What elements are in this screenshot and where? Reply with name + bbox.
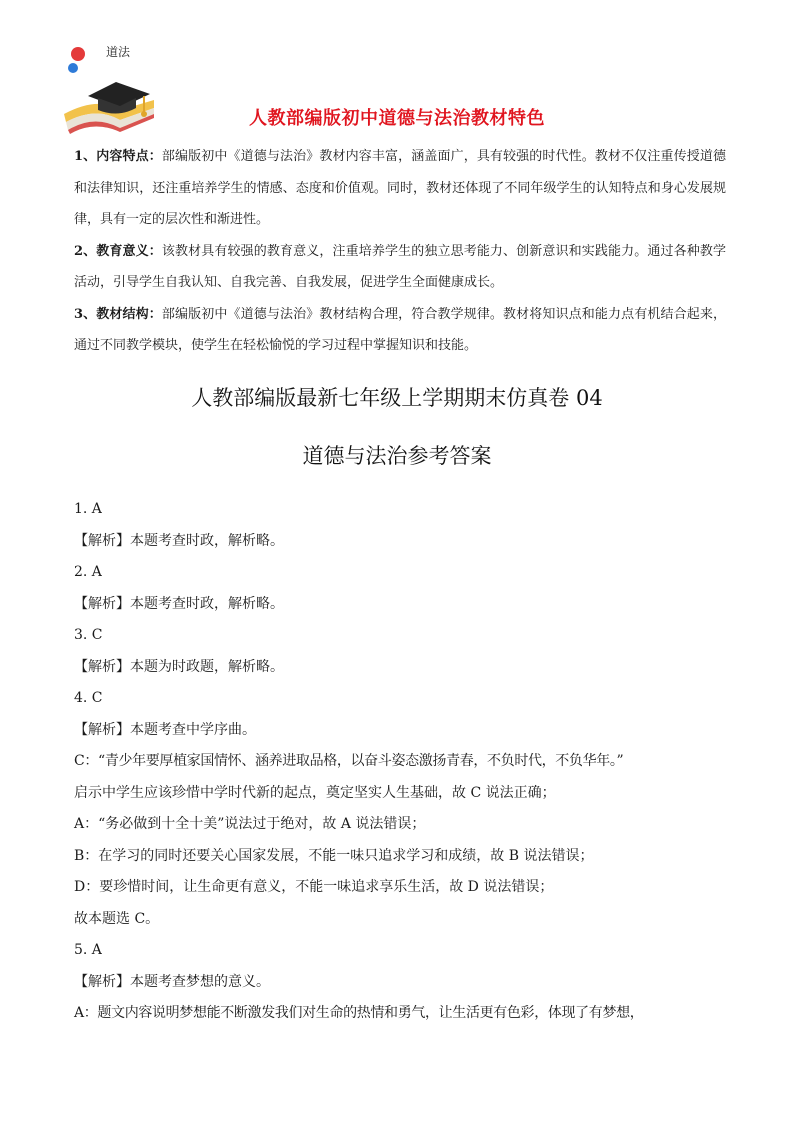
answer-line: 1. A <box>74 501 102 517</box>
answer-line: A：题文内容说明梦想能不断激发我们对生命的热情和勇气，让生活更有色彩，体现了有梦想， <box>74 1005 644 1021</box>
intro-label: 1、内容特点： <box>74 149 162 164</box>
intro-label: 2、教育意义： <box>74 243 162 259</box>
answer-list <box>74 494 726 1030</box>
answer-line: 故本题选 C。 <box>74 910 160 927</box>
answer-line: 【解析】本题考查时政，解析略。 <box>74 532 284 549</box>
answer-line: 启示中学生应该珍惜中学时代新的起点，奠定坚实人生基础，故 C 说法正确； <box>74 784 556 801</box>
answer-line: 【解析】本题为时政题，解析略。 <box>74 658 284 675</box>
red-ball-icon <box>71 47 85 61</box>
answer-line: D：要珍惜时间，让生命更有意义，不能一味追求享乐生活，故 D 说法错误； <box>74 879 554 895</box>
intro-text: 部编版初中《道德与法治》教材内容丰富，涵盖面广，具有较强的时代性。教材不仅注重传授道德和法律知识，还注重培养学生的情感、态度和价值观。同时，教材还体现了不同年级学生的认知特点和身心发展规律，具有一定的层次性和渐进性。 <box>74 149 726 227</box>
answer-line: C：“青少年要厚植家国情怀、涵养进取品格，以奋斗姿态激扬青春，不负时代，不负华年。” <box>74 753 624 769</box>
answer-title: 道德与法治参考答案 <box>302 444 492 468</box>
intro-paragraph <box>74 236 726 299</box>
answer-line: 5. A <box>74 942 102 958</box>
intro-paragraph <box>74 141 726 236</box>
intro-section <box>74 141 726 362</box>
answer-line: 3. C <box>74 627 103 643</box>
intro-text: 该教材具有较强的教育意义，注重培养学生的独立思考能力、创新意识和实践能力。通过各种教学活动，引导学生自我认知、自我完善、自我发展，促进学生全面健康成长。 <box>74 243 726 290</box>
intro-text: 部编版初中《道德与法治》教材结构合理，符合教学规律。教材将知识点和能力点有机结合起来，通过不同教学模块，使学生在轻松愉悦的学习过程中掌握知识和技能。 <box>74 306 726 353</box>
answer-line: 【解析】本题考查时政，解析略。 <box>74 595 284 612</box>
answer-line: 4. C <box>74 690 103 706</box>
answer-line: A：“务必做到十全十美”说法过于绝对，故 A 说法错误； <box>74 816 426 832</box>
blue-ball-icon <box>68 63 78 73</box>
answer-line: 【解析】本题考查中学序曲。 <box>74 721 256 738</box>
intro-label: 3、教材结构： <box>74 306 162 322</box>
banner-title: 人教部编版初中道德与法治教材特色 <box>249 108 545 129</box>
answer-line: 【解析】本题考查梦想的意义。 <box>74 973 270 990</box>
intro-paragraph <box>74 299 726 362</box>
exam-title: 人教部编版最新七年级上学期期末仿真卷 04 <box>191 386 603 410</box>
logo-label: 道法 <box>106 45 131 59</box>
answer-line: 2. A <box>74 564 102 580</box>
answer-line: B：在学习的同时还要关心国家发展，不能一味只追求学习和成绩，故 B 说法错误； <box>74 847 594 864</box>
